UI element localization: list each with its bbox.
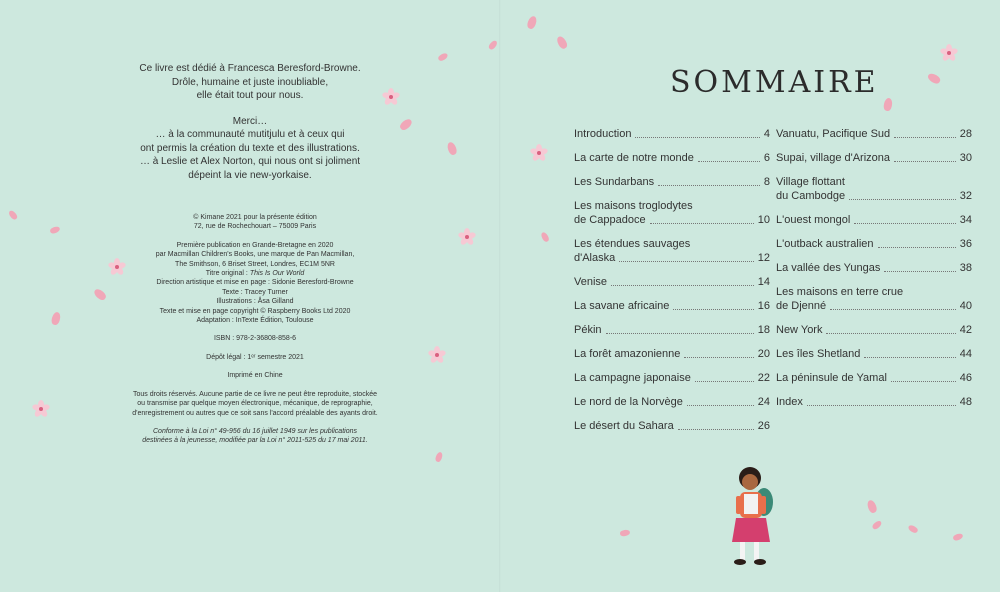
toc-entry-label: L'outback australien <box>776 238 874 250</box>
toc-page-number: 4 <box>763 128 770 140</box>
toc-entry[interactable] <box>574 299 770 313</box>
thanks-line: Merci… <box>232 115 268 127</box>
staff-line: Direction artistique et mise en page : Sidonie Beresford-Browne <box>156 279 354 287</box>
toc-leader-dots <box>894 161 956 162</box>
toc-entry[interactable] <box>776 213 972 227</box>
toc-leader-dots <box>635 137 759 138</box>
girl-illustration <box>722 462 782 572</box>
dedication-line: elle était tout pour nous. <box>196 90 304 101</box>
toc-entry-label: L'ouest mongol <box>776 214 851 226</box>
blossom-icon <box>458 228 476 246</box>
toc-leader-dots <box>894 137 956 138</box>
toc-leader-dots <box>611 285 754 286</box>
isbn: ISBN : 978-2-36808-858-6 <box>213 335 297 343</box>
toc-entry-label: La péninsule de Yamal <box>776 372 887 384</box>
toc-entry[interactable] <box>776 395 972 409</box>
toc-entry-label: de Djenné <box>776 300 827 312</box>
toc-page-number: 20 <box>757 348 770 360</box>
toc-entry[interactable] <box>574 419 770 433</box>
toc-entry[interactable] <box>574 347 770 361</box>
toc-column-left <box>574 127 770 443</box>
toc-entry-label: La campagne japonaise <box>574 372 691 384</box>
toc-entry-label: La carte de notre monde <box>574 152 694 164</box>
toc-page-number: 8 <box>763 176 770 188</box>
toc-page-number: 36 <box>959 238 972 250</box>
edition-line: 72, rue de Rochechouart – 75009 Paris <box>193 223 317 231</box>
toc-entry[interactable] <box>776 323 972 337</box>
toc-leader-dots <box>854 223 955 224</box>
toc-page-number: 40 <box>959 300 972 312</box>
toc-entry[interactable] <box>574 151 770 165</box>
dedication <box>130 62 370 182</box>
toc-entry[interactable] <box>776 175 972 203</box>
toc-page-number: 16 <box>757 300 770 312</box>
blossom-icon <box>382 88 400 106</box>
law-line: Conforme à la Loi n° 49-956 du 16 juillet 1949 sur les publications <box>153 427 357 435</box>
toc-entry-label: Supai, village d'Arizona <box>776 152 891 164</box>
rights-line: d'enregistrement ou autres que ce soit sans l'accord préalable des ayants droit. <box>132 409 378 417</box>
toc-entry[interactable] <box>776 151 972 165</box>
toc-entry-label: Introduction <box>574 128 632 140</box>
thanks-line: … à la communauté mutitjulu et à ceux qui <box>155 129 345 140</box>
toc-page-number: 26 <box>757 420 770 432</box>
toc-leader-dots <box>619 261 754 262</box>
toc-entry[interactable] <box>574 237 770 265</box>
toc-entry[interactable] <box>776 261 972 275</box>
toc-leader-dots <box>678 429 754 430</box>
toc-entry-label: Index <box>776 396 803 408</box>
toc-entry-label: Les maisons troglodytes <box>574 200 693 212</box>
toc-page-number: 46 <box>959 372 972 384</box>
staff-line: Adaptation : InTexte Édition, Toulouse <box>196 317 314 325</box>
rights-line: Tous droits réservés. Aucune partie de ce livre ne peut être reproduite, stockée <box>133 390 377 398</box>
toc-title: SOMMAIRE <box>670 65 879 100</box>
toc-entry[interactable] <box>574 323 770 337</box>
toc-leader-dots <box>695 381 754 382</box>
toc-page-number: 30 <box>959 152 972 164</box>
toc-leader-dots <box>849 199 956 200</box>
legal-deposit: Dépôt légal : 1ᵉʳ semestre 2021 <box>206 353 304 361</box>
original-title-line <box>110 269 400 278</box>
toc-entry-label: Le désert du Sahara <box>574 420 674 432</box>
toc-page-number: 10 <box>757 214 770 226</box>
toc-entry[interactable] <box>574 371 770 385</box>
staff-line: Illustrations : Åsa Gilland <box>216 298 294 306</box>
thanks-line: … à Leslie et Alex Norton, qui nous ont si joliment <box>139 156 361 167</box>
toc-entry-label: La savane africaine <box>574 300 670 312</box>
toc-entry[interactable] <box>776 347 972 361</box>
toc-entry-label: Les îles Shetland <box>776 348 861 360</box>
dedication-line: Drôle, humaine et juste inoubliable, <box>171 76 329 88</box>
toc-entry[interactable] <box>574 199 770 227</box>
original-title: This Is Our World <box>249 270 305 278</box>
toc-entry-label: Venise <box>574 276 608 288</box>
toc-entry[interactable] <box>776 371 972 385</box>
toc-entry-label: Le nord de la Norvège <box>574 396 683 408</box>
toc-entry-label: La forêt amazonienne <box>574 348 681 360</box>
toc-entry[interactable] <box>776 127 972 141</box>
toc-entry-label: La vallée des Yungas <box>776 262 881 274</box>
toc-entry-label: Vanuatu, Pacifique Sud <box>776 128 891 140</box>
toc-page-number: 34 <box>959 214 972 226</box>
toc-leader-dots <box>650 223 754 224</box>
toc-page-number: 22 <box>757 372 770 384</box>
toc-page-number: 6 <box>763 152 770 164</box>
dedication-line: Ce livre est dédié à Francesca Beresford-Browne. <box>139 63 361 74</box>
rights-line: ou transmise par quelque moyen électronique, mécanique, de reprographie, <box>137 400 373 408</box>
colophon <box>110 213 400 446</box>
toc-leader-dots <box>606 333 754 334</box>
toc-entry-label: d'Alaska <box>574 252 616 264</box>
toc-entry-label: de Cappadoce <box>574 214 646 226</box>
toc-leader-dots <box>698 161 760 162</box>
toc-page-number: 44 <box>959 348 972 360</box>
thanks-line: ont permis la création du texte et des illustrations. <box>140 142 360 154</box>
toc-entry-label: Village flottant <box>776 176 845 188</box>
toc-entry[interactable] <box>776 285 972 313</box>
original-title-prefix: Titre original : <box>205 270 250 278</box>
toc-leader-dots <box>658 185 760 186</box>
toc-leader-dots <box>878 247 956 248</box>
toc-leader-dots <box>673 309 753 310</box>
toc-leader-dots <box>864 357 955 358</box>
toc-entry[interactable] <box>574 395 770 409</box>
toc-page-number: 18 <box>757 324 770 336</box>
toc-leader-dots <box>826 333 955 334</box>
staff-line: Texte : Tracey Turner <box>222 288 288 296</box>
toc-page-number: 48 <box>959 396 972 408</box>
blossom-icon <box>530 144 548 162</box>
toc-entry-label: Les étendues sauvages <box>574 238 691 250</box>
blossom-icon <box>108 258 126 276</box>
toc-entry[interactable] <box>776 237 972 251</box>
publication-line: The Smithson, 6 Briset Street, Londres, EC1M 5NR <box>175 260 335 268</box>
toc-leader-dots <box>884 271 955 272</box>
toc-leader-dots <box>830 309 956 310</box>
toc-column-right <box>776 127 972 419</box>
publication-line: par Macmillan Children's Books, une marque de Pan Macmillan, <box>155 251 355 259</box>
toc-leader-dots <box>891 381 956 382</box>
toc-page-number: 38 <box>959 262 972 274</box>
toc-page-number: 14 <box>757 276 770 288</box>
toc-entry-label: Les Sundarbans <box>574 176 655 188</box>
toc-entry[interactable] <box>574 175 770 189</box>
toc-leader-dots <box>687 405 754 406</box>
toc-entry[interactable] <box>574 275 770 289</box>
blossom-icon <box>428 346 446 364</box>
toc-entry-label: New York <box>776 324 823 336</box>
staff-line: Texte et mise en page copyright © Raspberry Books Ltd 2020 <box>159 307 351 315</box>
toc-leader-dots <box>807 405 956 406</box>
blossom-icon <box>32 400 50 418</box>
toc-page-number: 32 <box>959 190 972 202</box>
toc-entry-label: du Cambodge <box>776 190 846 202</box>
blossom-icon <box>940 44 958 62</box>
toc-entry[interactable] <box>574 127 770 141</box>
toc-entry-label: Pékin <box>574 324 602 336</box>
printed-in: Imprimé en Chine <box>227 372 283 380</box>
toc-page-number: 28 <box>959 128 972 140</box>
edition-line: © Kimane 2021 pour la présente édition <box>193 214 317 221</box>
toc-leader-dots <box>684 357 753 358</box>
law-line: destinées à la jeunesse, modifiée par la Loi n° 2011-525 du 17 mai 2011. <box>142 437 368 445</box>
publication-line: Première publication en Grande-Bretagne en 2020 <box>176 241 334 249</box>
toc-page-number: 24 <box>757 396 770 408</box>
thanks-line: dépeint la vie new-yorkaise. <box>188 169 312 181</box>
toc-page-number: 12 <box>757 252 770 264</box>
toc-page-number: 42 <box>959 324 972 336</box>
toc-entry-label: Les maisons en terre crue <box>776 286 904 298</box>
